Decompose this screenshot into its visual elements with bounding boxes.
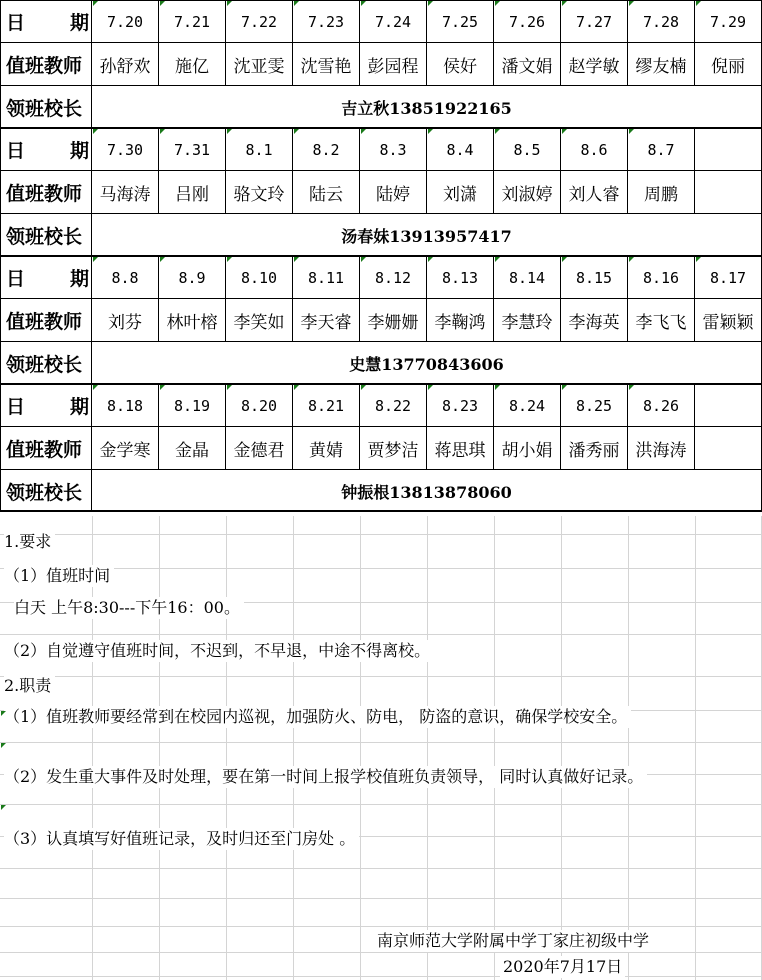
gridline bbox=[427, 516, 428, 980]
teacher-cell: 施亿 bbox=[159, 43, 226, 86]
cell-marker-icon bbox=[361, 257, 366, 262]
date-cell: 8.22 bbox=[360, 384, 427, 427]
date-cell: 7.22 bbox=[226, 0, 293, 43]
teacher-cell: 金晶 bbox=[159, 427, 226, 470]
table-bottom-border bbox=[0, 510, 762, 512]
teacher-cell: 贾梦洁 bbox=[360, 427, 427, 470]
cell-marker-icon bbox=[160, 129, 165, 134]
date-cell: 8.7 bbox=[628, 128, 695, 171]
teacher-cell: 彭园程 bbox=[360, 43, 427, 86]
date-cell bbox=[695, 384, 762, 427]
teacher-cell: 骆文玲 bbox=[226, 171, 293, 214]
date-cell: 8.23 bbox=[427, 384, 494, 427]
date-label-char: 期 bbox=[69, 140, 89, 162]
teacher-cell: 倪丽 bbox=[695, 43, 762, 86]
gridline bbox=[0, 534, 762, 535]
date-cell: 8.8 bbox=[92, 256, 159, 299]
date-cell: 7.21 bbox=[159, 0, 226, 43]
date-label bbox=[0, 384, 92, 427]
notes-section bbox=[0, 516, 762, 980]
teacher-cell: 李慧玲 bbox=[494, 299, 561, 342]
gridline bbox=[0, 742, 762, 743]
cell-marker-icon bbox=[294, 1, 299, 6]
date-cell: 8.9 bbox=[159, 256, 226, 299]
leader-row bbox=[0, 342, 762, 384]
teacher-cell: 李飞飞 bbox=[628, 299, 695, 342]
date-cell: 8.26 bbox=[628, 384, 695, 427]
teacher-cell: 雷颖颖 bbox=[695, 299, 762, 342]
gridline bbox=[159, 516, 160, 980]
duty-1: （1）值班教师要经常到在校园内巡视，加强防火、防电， 防盗的意识，确保学校安全。 bbox=[4, 706, 631, 728]
cell-marker-icon bbox=[361, 129, 366, 134]
teacher-cell: 沈亚雯 bbox=[226, 43, 293, 86]
date-cell: 8.15 bbox=[561, 256, 628, 299]
gridline bbox=[0, 976, 762, 977]
cell-marker-icon bbox=[696, 1, 701, 6]
date-label bbox=[0, 256, 92, 299]
cell-marker-icon bbox=[562, 1, 567, 6]
date-cell: 8.6 bbox=[561, 128, 628, 171]
gridline bbox=[0, 804, 762, 805]
teacher-row bbox=[0, 427, 762, 470]
date-cell: 8.2 bbox=[293, 128, 360, 171]
cell-marker-icon bbox=[93, 385, 98, 390]
teacher-cell: 黄婧 bbox=[293, 427, 360, 470]
teacher-cell: 吕刚 bbox=[159, 171, 226, 214]
cell-marker-icon bbox=[629, 385, 634, 390]
teacher-cell: 刘淑婷 bbox=[494, 171, 561, 214]
gridline bbox=[293, 516, 294, 980]
date-cell: 8.14 bbox=[494, 256, 561, 299]
duty-time-text: 白天 上午8:30---下午16：00。 bbox=[14, 597, 244, 619]
teacher-cell: 洪海涛 bbox=[628, 427, 695, 470]
cell-marker-icon bbox=[495, 129, 500, 134]
requirement-2: （2）自觉遵守值班时间，不迟到，不早退，中途不得离校。 bbox=[4, 640, 434, 662]
teacher-row bbox=[0, 43, 762, 86]
teacher-cell bbox=[695, 171, 762, 214]
cell-marker-icon bbox=[428, 1, 433, 6]
leader-name-phone: 钟振根13813878060 bbox=[92, 470, 762, 512]
cell-marker-icon bbox=[1, 805, 6, 810]
cell-marker-icon bbox=[160, 1, 165, 6]
requirements-heading: 1.要求 bbox=[4, 531, 55, 553]
leader-label: 领班校长 bbox=[0, 86, 92, 128]
date-label-char: 期 bbox=[69, 268, 89, 290]
date-cell: 7.26 bbox=[494, 0, 561, 43]
date-cell: 8.25 bbox=[561, 384, 628, 427]
duty-3: （3）认真填写好值班记录，及时归还至门房处 。 bbox=[4, 828, 359, 850]
cell-marker-icon bbox=[227, 257, 232, 262]
date-cell: 8.12 bbox=[360, 256, 427, 299]
leader-name-phone: 史慧13770843606 bbox=[92, 342, 762, 384]
leader-label: 领班校长 bbox=[0, 470, 92, 512]
teacher-cell: 金德君 bbox=[226, 427, 293, 470]
cell-marker-icon bbox=[696, 257, 701, 262]
cell-marker-icon bbox=[361, 1, 366, 6]
teacher-cell: 潘秀丽 bbox=[561, 427, 628, 470]
date-row bbox=[0, 128, 762, 171]
cell-marker-icon bbox=[629, 257, 634, 262]
date-cell: 7.23 bbox=[293, 0, 360, 43]
gridline bbox=[0, 952, 762, 953]
date-label-char: 期 bbox=[69, 12, 89, 34]
gridline bbox=[628, 516, 629, 980]
date-cell: 8.21 bbox=[293, 384, 360, 427]
date-label-char: 日 bbox=[6, 268, 26, 290]
cell-marker-icon bbox=[1, 711, 6, 716]
date-cell: 7.27 bbox=[561, 0, 628, 43]
date-cell: 8.11 bbox=[293, 256, 360, 299]
teacher-cell: 缪友楠 bbox=[628, 43, 695, 86]
date-cell: 7.30 bbox=[92, 128, 159, 171]
teacher-cell bbox=[695, 427, 762, 470]
school-name: 南京师范大学附属中学丁家庄初级中学 bbox=[374, 930, 652, 952]
date-cell: 8.4 bbox=[427, 128, 494, 171]
teacher-cell: 胡小娟 bbox=[494, 427, 561, 470]
gridline bbox=[561, 516, 562, 980]
date-label bbox=[0, 0, 92, 43]
date-cell: 8.13 bbox=[427, 256, 494, 299]
gridline bbox=[0, 634, 762, 635]
date-label bbox=[0, 128, 92, 171]
teacher-label: 值班教师 bbox=[0, 299, 92, 342]
gridline bbox=[0, 926, 762, 927]
duty-2: （2）发生重大事件及时处理，要在第一时间上报学校值班负责领导， 同时认真做好记录。 bbox=[4, 766, 647, 788]
date-cell: 7.29 bbox=[695, 0, 762, 43]
gridline bbox=[226, 516, 227, 980]
cell-marker-icon bbox=[294, 257, 299, 262]
duties-heading: 2.职责 bbox=[4, 675, 55, 697]
teacher-label: 值班教师 bbox=[0, 171, 92, 214]
date-cell: 8.16 bbox=[628, 256, 695, 299]
cell-marker-icon bbox=[495, 385, 500, 390]
teacher-cell: 潘文娟 bbox=[494, 43, 561, 86]
date-cell: 8.19 bbox=[159, 384, 226, 427]
teacher-cell: 赵学敏 bbox=[561, 43, 628, 86]
date-label-char: 期 bbox=[69, 396, 89, 418]
cell-marker-icon bbox=[495, 1, 500, 6]
cell-marker-icon bbox=[294, 385, 299, 390]
date-cell: 7.31 bbox=[159, 128, 226, 171]
cell-marker-icon bbox=[428, 257, 433, 262]
cell-marker-icon bbox=[361, 385, 366, 390]
teacher-cell: 李姗姗 bbox=[360, 299, 427, 342]
cell-marker-icon bbox=[562, 257, 567, 262]
date-cell: 8.17 bbox=[695, 256, 762, 299]
teacher-cell: 蒋思琪 bbox=[427, 427, 494, 470]
cell-marker-icon bbox=[160, 385, 165, 390]
gridline bbox=[0, 568, 762, 569]
date-row bbox=[0, 256, 762, 299]
gridline bbox=[494, 516, 495, 980]
teacher-cell: 李鞠鸿 bbox=[427, 299, 494, 342]
duty-time-heading: （1）值班时间 bbox=[4, 565, 114, 587]
cell-marker-icon bbox=[428, 129, 433, 134]
teacher-cell: 马海涛 bbox=[92, 171, 159, 214]
date-label-char: 日 bbox=[6, 140, 26, 162]
leader-name-phone: 吉立秋13851922165 bbox=[92, 86, 762, 128]
leader-row bbox=[0, 214, 762, 256]
gridline bbox=[360, 516, 361, 980]
cell-marker-icon bbox=[629, 1, 634, 6]
gridline bbox=[0, 898, 762, 899]
date-cell: 8.24 bbox=[494, 384, 561, 427]
date-cell: 8.1 bbox=[226, 128, 293, 171]
cell-marker-icon bbox=[227, 1, 232, 6]
date-cell: 8.20 bbox=[226, 384, 293, 427]
date-cell: 8.10 bbox=[226, 256, 293, 299]
date-cell: 7.25 bbox=[427, 0, 494, 43]
date-label-char: 日 bbox=[6, 12, 26, 34]
leader-name-phone: 汤春妹13913957417 bbox=[92, 214, 762, 256]
gridline bbox=[0, 868, 762, 869]
teacher-cell: 刘人睿 bbox=[561, 171, 628, 214]
teacher-cell: 李天睿 bbox=[293, 299, 360, 342]
date-cell: 8.5 bbox=[494, 128, 561, 171]
notice-date: 2020年7月17日 bbox=[500, 956, 625, 978]
cell-marker-icon bbox=[495, 257, 500, 262]
cell-marker-icon bbox=[428, 385, 433, 390]
teacher-label: 值班教师 bbox=[0, 43, 92, 86]
date-row bbox=[0, 0, 762, 43]
leader-row bbox=[0, 86, 762, 128]
cell-marker-icon bbox=[562, 129, 567, 134]
teacher-cell: 周鹏 bbox=[628, 171, 695, 214]
leader-row bbox=[0, 470, 762, 512]
teacher-cell: 金学寒 bbox=[92, 427, 159, 470]
date-cell: 8.3 bbox=[360, 128, 427, 171]
teacher-cell: 孙舒欢 bbox=[92, 43, 159, 86]
teacher-cell: 林叶榕 bbox=[159, 299, 226, 342]
cell-marker-icon bbox=[629, 129, 634, 134]
date-cell: 7.24 bbox=[360, 0, 427, 43]
teacher-cell: 李笑如 bbox=[226, 299, 293, 342]
cell-marker-icon bbox=[93, 129, 98, 134]
teacher-cell: 刘潇 bbox=[427, 171, 494, 214]
teacher-row bbox=[0, 299, 762, 342]
cell-marker-icon bbox=[93, 1, 98, 6]
date-cell: 7.28 bbox=[628, 0, 695, 43]
teacher-cell: 沈雪艳 bbox=[293, 43, 360, 86]
cell-marker-icon bbox=[93, 257, 98, 262]
cell-marker-icon bbox=[562, 385, 567, 390]
teacher-cell: 陆婷 bbox=[360, 171, 427, 214]
cell-marker-icon bbox=[227, 385, 232, 390]
teacher-label: 值班教师 bbox=[0, 427, 92, 470]
leader-label: 领班校长 bbox=[0, 214, 92, 256]
teacher-row bbox=[0, 171, 762, 214]
cell-marker-icon bbox=[160, 257, 165, 262]
leader-label: 领班校长 bbox=[0, 342, 92, 384]
date-cell: 7.20 bbox=[92, 0, 159, 43]
date-cell: 8.18 bbox=[92, 384, 159, 427]
teacher-cell: 刘芬 bbox=[92, 299, 159, 342]
gridline bbox=[0, 676, 762, 677]
teacher-cell: 陆云 bbox=[293, 171, 360, 214]
teacher-cell: 李海英 bbox=[561, 299, 628, 342]
gridline bbox=[695, 516, 696, 980]
cell-marker-icon bbox=[1, 743, 6, 748]
date-row bbox=[0, 384, 762, 427]
date-cell bbox=[695, 128, 762, 171]
date-label-char: 日 bbox=[6, 396, 26, 418]
cell-marker-icon bbox=[227, 129, 232, 134]
teacher-cell: 侯好 bbox=[427, 43, 494, 86]
cell-marker-icon bbox=[294, 129, 299, 134]
